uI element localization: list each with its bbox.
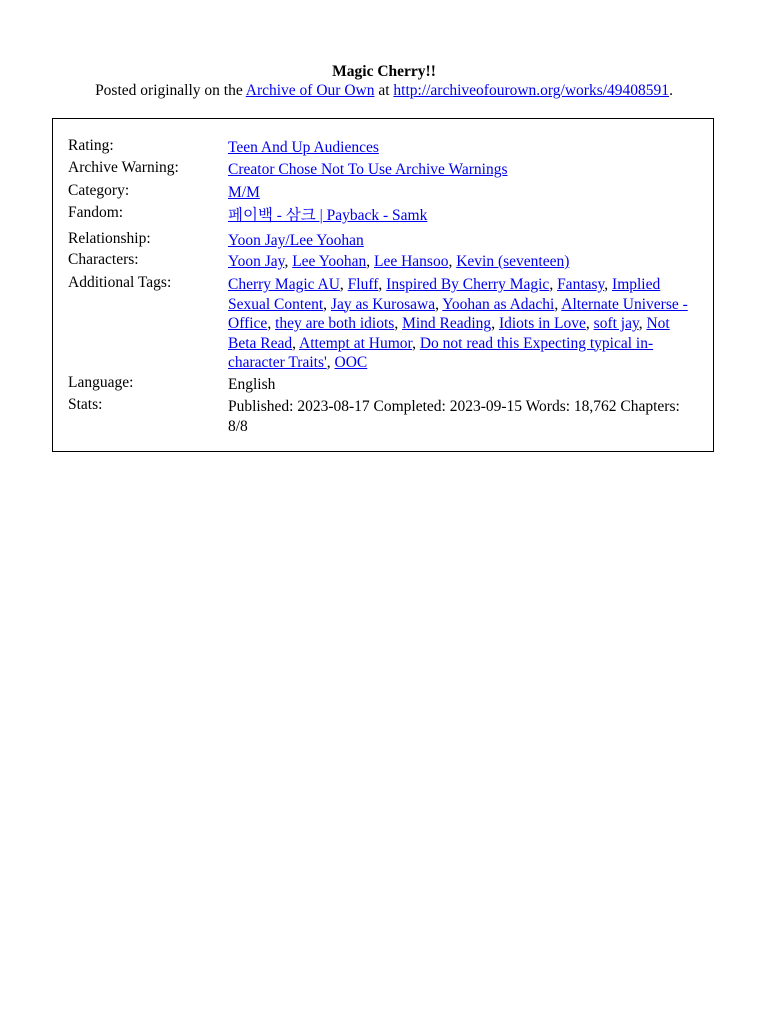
work-url-link[interactable]: http://archiveofourown.org/works/49408591 — [393, 82, 670, 99]
additional-tag[interactable]: Cherry Magic AU — [228, 276, 340, 293]
archive-warning-tag[interactable]: Creator Chose Not To Use Archive Warnings — [228, 161, 508, 178]
additional-tag[interactable]: Do not read this Expecting typical in-character Traits' — [228, 334, 654, 371]
characters-label: Characters: — [68, 251, 139, 268]
additional-tag[interactable]: Fantasy — [557, 276, 605, 293]
fandom-value — [228, 206, 700, 226]
language-value: English — [228, 376, 276, 393]
additional-tag[interactable]: Idiots in Love — [498, 315, 586, 332]
posted-middle: at — [374, 82, 394, 99]
additional-tag[interactable]: Implied Sexual Content — [228, 276, 661, 313]
additional-tag[interactable]: they are both idiots — [275, 315, 395, 332]
fandom-tag[interactable]: 페이백 - 삼크 | Payback - Samk — [228, 207, 428, 224]
additional-tag[interactable]: Jay as Kurosawa — [330, 295, 436, 313]
category-label: Category: — [68, 182, 130, 199]
work-meta-box — [52, 118, 714, 452]
additional-tag[interactable]: Mind Reading — [402, 315, 492, 332]
posted-suffix: . — [669, 82, 673, 99]
character-tag[interactable]: Lee Hansoo — [374, 253, 449, 270]
additional-tag[interactable]: soft jay — [593, 315, 639, 332]
stats-value: Published: 2023-08-17 Completed: 2023-09-15 Words: 18,762 Chapters: 8/8 — [228, 398, 680, 435]
archive-link[interactable]: Archive of Our Own — [245, 82, 375, 99]
posted-line — [0, 81, 768, 100]
additional-tag[interactable]: Not Beta Read — [228, 315, 670, 352]
work-header — [0, 62, 768, 100]
additional-tag[interactable]: Attempt at Humor — [299, 334, 413, 352]
posted-prefix: Posted originally on the — [95, 82, 246, 99]
rating-label: Rating: — [68, 137, 114, 154]
archive-warning-value — [228, 160, 700, 180]
work-title: Magic Cherry!! — [332, 63, 436, 80]
language-label: Language: — [68, 374, 134, 391]
additional-tag[interactable]: Alternate Universe - Office — [228, 295, 688, 332]
additional-tags-value: Cherry Magic AU, Fluff, Inspired By Cherry Magic, Fantasy, Implied Sexual Content, Jay as Kurosawa, Yoohan as Adachi, Alternate Universe - Office, they are both idiots, Mind Reading, Idiots in Love, soft jay, Not Beta Read, Attempt at Humor, Do not read this Expecting typical in-character Traits', OOC — [228, 276, 688, 371]
additional-tag[interactable]: Fluff — [347, 276, 379, 293]
characters-value: Yoon Jay, Lee Yoohan, Lee Hansoo, Kevin (seventeen) — [228, 253, 570, 270]
stats-label: Stats: — [68, 396, 103, 413]
additional-tag[interactable]: OOC — [334, 354, 368, 371]
archive-warning-label: Archive Warning: — [68, 159, 179, 176]
character-tag[interactable]: Lee Yoohan — [292, 253, 367, 270]
relationship-value — [228, 231, 700, 251]
fandom-label: Fandom: — [68, 204, 124, 221]
rating-tag[interactable]: Teen And Up Audiences — [228, 139, 379, 156]
additional-tags-label: Additional Tags: — [68, 274, 172, 291]
category-value — [228, 183, 700, 203]
category-tag[interactable]: M/M — [228, 184, 260, 201]
rating-value — [228, 138, 700, 158]
additional-tag[interactable]: Inspired By Cherry Magic — [386, 276, 550, 293]
relationship-label: Relationship: — [68, 230, 151, 247]
character-tag[interactable]: Yoon Jay — [228, 253, 285, 270]
relationship-tag[interactable]: Yoon Jay/Lee Yoohan — [228, 232, 364, 249]
additional-tag[interactable]: Yoohan as Adachi — [442, 295, 555, 313]
character-tag[interactable]: Kevin (seventeen) — [456, 253, 570, 270]
